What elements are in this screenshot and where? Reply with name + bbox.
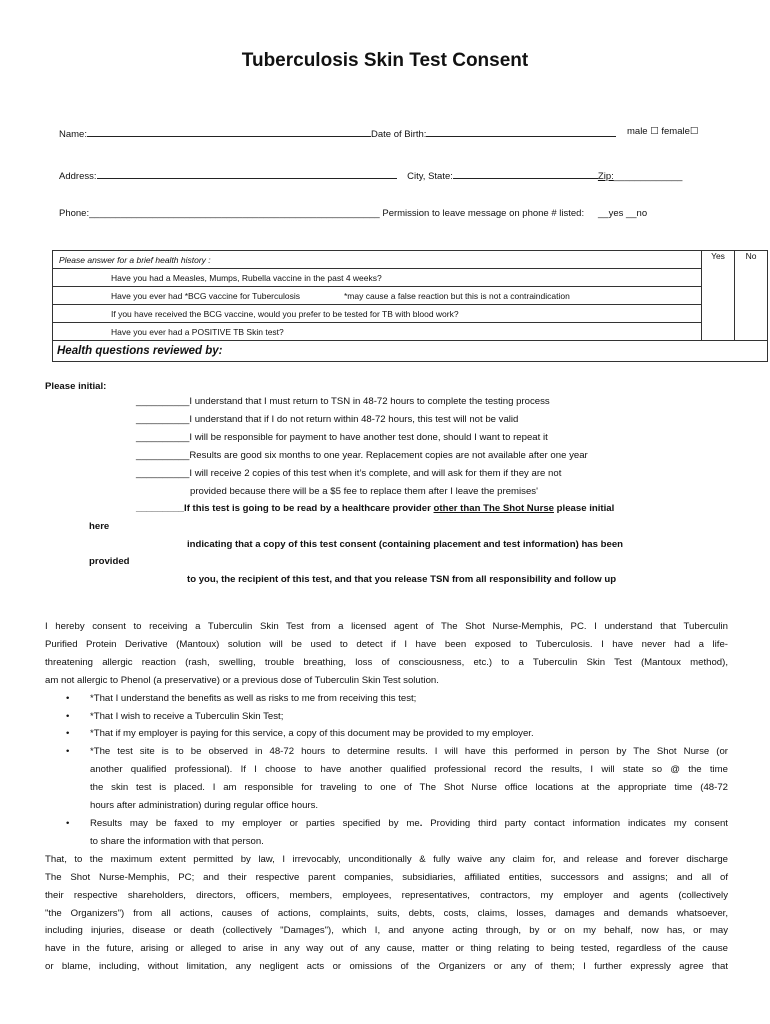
dob-field[interactable]: [426, 126, 616, 137]
list-item: [66, 743, 728, 815]
consent-bullets: [45, 690, 728, 851]
bold-line-3: to you, the recipient of this test, and that you release TSN from all responsibility and follow up: [187, 574, 617, 585]
waiver-line: or blame, including, without limitation, any negligent acts or omissions of the Organizers or any of them; I further expressly agree that: [45, 961, 728, 973]
initial-blank[interactable]: __________: [136, 414, 190, 425]
bullet-icon: •: [66, 728, 70, 740]
permission-yes-no[interactable]: __yes __no: [598, 208, 648, 219]
name-field[interactable]: [87, 126, 371, 137]
initial-item[interactable]: [136, 414, 518, 425]
waiver-line: "the Organizers") from all actions, causes of actions, complaints, suits, debts, costs, claims, losses, damages and demands whatsoever,: [45, 907, 728, 919]
initial-item[interactable]: [136, 396, 550, 407]
list-item: [66, 725, 728, 743]
no-column-header: [735, 251, 768, 341]
table-row: [53, 323, 768, 341]
bold-text: If this test is going to be read by a healthcare provider: [184, 503, 434, 514]
bcg-question: Have you ever had *BCG vaccine for Tuberculosis: [111, 290, 300, 301]
list-item: [66, 690, 728, 708]
table-row: [53, 305, 768, 323]
bullet-text: *The test site is to be observed in 48-72 hours to determine results. I will have this performed in person by The Shot Nurse (or: [90, 746, 728, 758]
table-row: [53, 269, 768, 287]
bullet-icon: •: [66, 817, 70, 829]
provided-label: provided: [89, 556, 130, 567]
city-state-field[interactable]: [453, 168, 598, 179]
address-field[interactable]: [97, 168, 397, 179]
health-reviewed-by[interactable]: Health questions reviewed by:: [53, 341, 768, 362]
here-label: here: [89, 521, 110, 532]
bold-line-2: indicating that a copy of this test consent (containing placement and test information) has been: [187, 539, 624, 550]
health-history-table: [52, 250, 768, 362]
initial-blank[interactable]: __________: [136, 450, 190, 461]
city-state-label: City, State:: [407, 171, 453, 182]
initial-blank[interactable]: _________: [136, 503, 185, 514]
bullet-text: *That if my employer is paying for this service, a copy of this document may be provided to my employer.: [90, 728, 534, 740]
list-item: [66, 815, 728, 851]
address-row: [59, 168, 682, 182]
initial-item[interactable]: [136, 450, 588, 461]
initial-item[interactable]: [136, 432, 548, 443]
address-label: Address:: [59, 171, 97, 182]
zip-field[interactable]: _____________: [613, 171, 683, 182]
waiver-line: The Shot Nurse-Memphis, PC; and their respective parent companies, subsidiaries, affiliated entities, successors and assigns; and all of: [45, 871, 728, 883]
phone-field[interactable]: _______________________________________________________: [89, 208, 380, 219]
waiver-line: That, to the maximum extent permitted by law, I irrevocably, unconditionally & fully waive any claim for, and release and forever discharge: [45, 853, 728, 865]
name-row: [59, 126, 616, 140]
history-question: If you have received the BCG vaccine, would you prefer to be tested for TB with blood work?: [53, 305, 702, 323]
name-label: Name:: [59, 129, 87, 140]
bullet-text: hours after administration) during regular office hours.: [90, 800, 319, 812]
table-row: [53, 341, 768, 362]
consent-line: Purified Protein Derivative (Mantoux) solution will be used to detect if I have been exposed to Tuberculosis. I have never had a life-: [45, 638, 728, 650]
bullet-icon: •: [66, 692, 70, 704]
consent-line: am not allergic to Phenol (a preservative) or a previous dose of Tuberculin Skin Test solution.: [45, 674, 439, 686]
initial-text: Results are good six months to one year. Replacement copies are not available after one year: [189, 450, 588, 461]
initial-text: I will be responsible for payment to have another test done, should I want to repeat it: [189, 432, 548, 443]
dob-label: Date of Birth:: [370, 129, 427, 140]
initial-blank[interactable]: __________: [136, 432, 190, 443]
bullet-text: another qualified professional). If I choose to have another qualified professional record the results, I will state so @ the time: [90, 764, 728, 776]
page-title: Tuberculosis Skin Test Consent: [241, 50, 529, 71]
bold-underlined-text: other than The Shot Nurse: [433, 503, 554, 514]
third-party-reader-initial[interactable]: [136, 503, 614, 514]
waiver-line: their respective shareholders, directors, officers, members, employees, representatives, contractors, my employer and agents (collectively: [45, 889, 728, 901]
list-item: [66, 708, 728, 726]
phone-label: Phone:: [59, 208, 90, 219]
bullet-icon: •: [66, 710, 70, 722]
initial-blank[interactable]: __________: [136, 468, 190, 479]
no-label: No: [745, 251, 757, 261]
waiver-line: including injuries, disease or death (collectively "Damages"), which I, and anyone acting through, by or on my behalf, now has, or may: [45, 925, 728, 937]
initial-text: I understand that if I do not return within 48-72 hours, this test will not be valid: [189, 414, 519, 425]
phone-row: [59, 208, 584, 219]
waiver-line: have in the future, arising or alleged to arise in any way out of any cause, matter or thing relating to being tested, regardless of the cause: [45, 943, 728, 955]
bullet-text: *That I understand the benefits as well as risks to me from receiving this test;: [90, 692, 417, 704]
table-row: [53, 287, 768, 305]
initial-item-continuation: provided because there will be a $5 fee to replace them after I leave the premises': [190, 486, 538, 497]
initial-blank[interactable]: __________: [136, 396, 190, 407]
consent-body: [45, 618, 728, 976]
history-header: Please answer for a brief health history :: [53, 251, 702, 269]
yes-label: Yes: [711, 251, 725, 261]
bullet-text: Results may be faxed to my employer or parties specified by me. Providing third party contact information indicates my consent: [90, 817, 728, 829]
bold-text: please initial: [554, 503, 615, 514]
table-row: [53, 251, 768, 269]
consent-line: I hereby consent to receiving a Tuberculin Skin Test from a licensed agent of The Shot Nurse-Memphis, PC. I understand that Tuberculin: [45, 621, 728, 632]
consent-line: threatening allergic reaction (rash, swelling, trouble breathing, loss of consciousness, etc.) to a Tuberculin Skin Test (Mantoux method),: [45, 656, 728, 668]
zip-label: Zip:: [597, 171, 614, 182]
bullet-icon: •: [66, 746, 70, 758]
sex-options[interactable]: male ☐ female☐: [627, 126, 699, 137]
bcg-note: *may cause a false reaction but this is not a contraindication: [343, 290, 570, 301]
history-question: Have you ever had a POSITIVE TB Skin test?: [53, 323, 702, 341]
initial-text: I will receive 2 copies of this test when it’s complete, and will ask for them if they are not: [189, 468, 562, 479]
initial-item[interactable]: [136, 468, 561, 479]
bullet-text: to share the information with that person.: [90, 835, 264, 847]
bullet-text: the skin test is placed. I am responsible for traveling to one of The Shot Nurse office locations at the appropriate time (48-72: [90, 782, 728, 794]
please-initial-label: Please initial:: [45, 381, 107, 392]
initial-text: I understand that I must return to TSN in 48-72 hours to complete the testing process: [189, 396, 550, 407]
history-question: Have you had a Measles, Mumps, Rubella vaccine in the past 4 weeks?: [53, 269, 702, 287]
history-question: [53, 287, 702, 305]
bullet-text: *That I wish to receive a Tuberculin Skin Test;: [90, 710, 284, 722]
yes-column-header: [702, 251, 735, 341]
permission-label: Permission to leave message on phone # listed:: [382, 208, 585, 219]
